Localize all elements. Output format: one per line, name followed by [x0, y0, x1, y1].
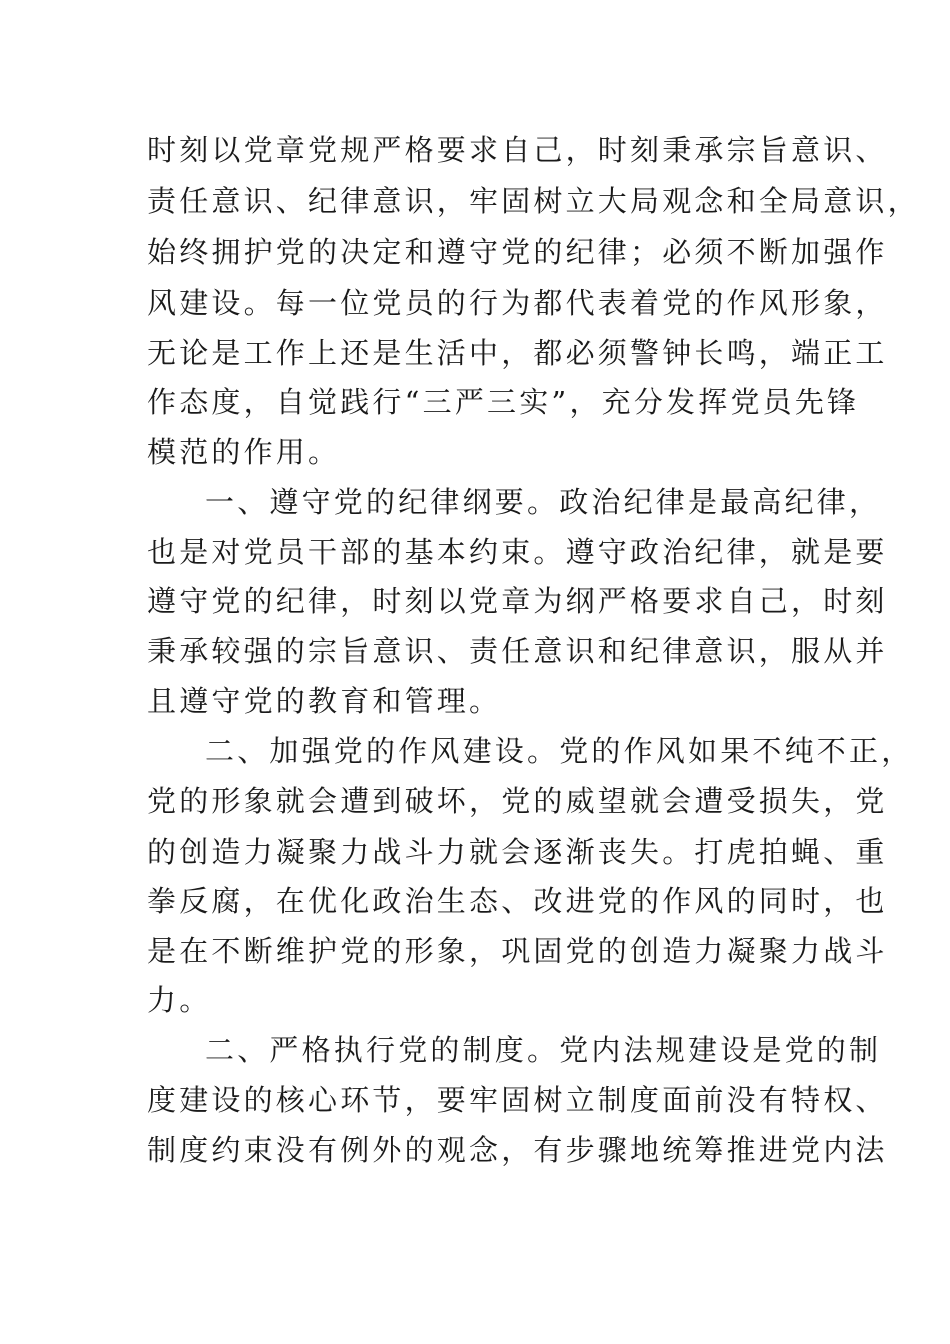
text-line: 风建设。每一位党员的行为都代表着党的作风形象，: [147, 286, 888, 320]
text-line: 模范的作用。: [147, 435, 341, 469]
text-line: 是在不断维护党的形象，巩固党的创造力凝聚力战斗: [147, 934, 888, 968]
text-line: 作态度，自觉践行“三严三实”，充分发挥党员先锋: [147, 385, 860, 419]
text-line: 的创造力凝聚力战斗力就会逐渐丧失。打虎拍蝇、重: [147, 835, 888, 869]
text-line: 且遵守党的教育和管理。: [147, 684, 502, 718]
text-line: 党的形象就会遭到破坏，党的威望就会遭受损失，党: [147, 784, 888, 818]
paragraph-heading-line: 二、加强党的作风建设。党的作风如果不纯不正，: [205, 734, 914, 768]
text-line: 制度约束没有例外的观念，有步骤地统筹推进党内法: [147, 1133, 888, 1167]
text-line: 度建设的核心环节，要牢固树立制度面前没有特权、: [147, 1083, 888, 1117]
text-line: 秉承较强的宗旨意识、责任意识和纪律意识，服从并: [147, 634, 888, 668]
text-line: 力。: [147, 983, 212, 1017]
text-line: 始终拥护党的决定和遵守党的纪律；必须不断加强作: [147, 235, 888, 269]
text-line: 无论是工作上还是生活中，都必须警钟长鸣，端正工: [147, 336, 888, 370]
text-line: 也是对党员干部的基本约束。遵守政治纪律，就是要: [147, 535, 888, 569]
text-line: 责任意识、纪律意识，牢固树立大局观念和全局意识，: [147, 184, 920, 218]
paragraph-heading-line: 二、严格执行党的制度。党内法规建设是党的制: [205, 1033, 882, 1067]
paragraph-heading-line: 一、遵守党的纪律纲要。政治纪律是最高纪律，: [205, 485, 882, 519]
text-line: 拳反腐，在优化政治生态、改进党的作风的同时，也: [147, 884, 888, 918]
text-line: 遵守党的纪律，时刻以党章为纲严格要求自己，时刻: [147, 584, 888, 618]
text-line: 时刻以党章党规严格要求自己，时刻秉承宗旨意识、: [147, 133, 888, 167]
